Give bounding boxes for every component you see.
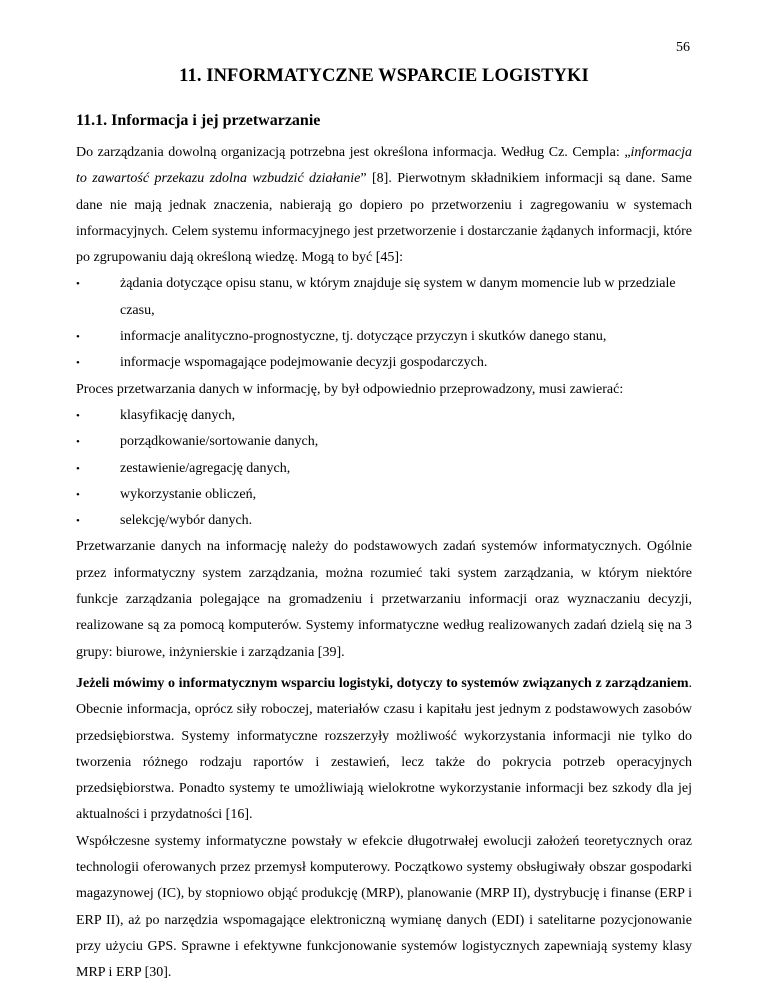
list-item: [76, 429, 692, 455]
list-item: [76, 350, 692, 376]
list-item-text: informacje analityczno-prognostyczne, tj. dotyczące przyczyn i skutków danego stanu,: [120, 329, 607, 345]
logistics-support-bold-text: Jeżeli mówimy o informatycznym wsparciu logistyki, dotyczy to systemów związanych z zarządzaniem: [76, 675, 689, 691]
bullet-icon: •: [76, 436, 80, 449]
logistics-support-text: . Obecnie informacja, oprócz siły roboczej, materiałów czasu i kapitału jest jednym z podstawowych zasobów przedsiębiorstwa. Systemy informatyczne rozszerzyły możliwość wykorzystania informacji nie tylko do tworzenia różnego rodzaju raportów i zestawień, lecz także do pokrycia potrzeb operacyjnych przedsiębiorstwa. Ponadto systemy te umożliwiają wielokrotne wykorzystanie informacji bez szkody dla jej aktualności i przydatności [16].: [76, 675, 692, 823]
list-item-text: klasyfikację danych,: [120, 407, 236, 423]
bullet-icon: •: [76, 488, 80, 501]
bullet-icon: •: [76, 462, 80, 475]
section-title: 11.1. Informacja i jej przetwarzanie: [76, 112, 321, 129]
list-item: [76, 508, 692, 534]
modern-systems-paragraph: Współczesne systemy informatyczne powstały w efekcie długotrwałej ewolucji założeń teoretycznych oraz technologii oferowanych przez przemysł komputerowy. Początkowo systemy obsługiwały obszar gospodarki magazynowej (IC), by stopniowo objąć produkcję (MRP), planowanie (MRP II), dystrybucję i finanse (ERP i ERP II), aż po narzędzia wspomagające elektroniczną wymianę danych (EDI) i satelitarne pozycjonowanie przy użyciu GPS. Sprawne i efektywne funkcjonowanie systemów logistycznych zapewniają systemy klasy MRP i ERP [30].: [76, 833, 692, 981]
list-item: [76, 482, 692, 508]
process-intro-paragraph: Proces przetwarzania danych w informację, by był odpowiednio przeprowadzony, musi zawierać:: [76, 381, 624, 397]
list-item-text: wykorzystanie obliczeń,: [120, 486, 257, 502]
bullet-icon: •: [76, 515, 80, 528]
page-number: 56: [676, 40, 690, 55]
logistics-support-paragraph: [76, 671, 692, 829]
intro-text-before-quote: Do zarządzania dowolną organizacją potrzebna jest określona informacja. Według Cz. Cempla: „: [76, 145, 631, 160]
list-item-text: porządkowanie/sortowanie danych,: [120, 434, 319, 450]
intro-paragraph: [76, 140, 692, 271]
list-item-text: informacje wspomagające podejmowanie decyzji gospodarczych.: [120, 355, 488, 371]
list-item: [76, 324, 692, 350]
list-item: [76, 271, 692, 324]
list-item-text: zestawienie/agregację danych,: [120, 460, 291, 476]
list-item-text: żądania dotyczące opisu stanu, w którym znajduje się system w danym momencie lub w przedziale czasu,: [120, 276, 676, 318]
bullet-icon: •: [76, 331, 80, 344]
intro-text-after-quote: ” [8]. Pierwotnym składnikiem informacji są dane. Same dane nie mają jednak znaczenia, nabierają go dopiero po przetworzeniu i zagregowaniu w systemach informacyjnych. Celem systemu informacyjnego jest przetworzenie i dostarczanie żądanych informacji, które po zgrupowaniu dają określoną wiedzę. Mogą to być [45]:: [76, 171, 692, 266]
bullet-icon: •: [76, 409, 80, 422]
bullet-icon: •: [76, 357, 80, 370]
body-text: [76, 140, 692, 987]
processing-paragraph: Przetwarzanie danych na informację należy do podstawowych zadań systemów informatycznych. Ogólnie przez informatyczny system zarządzania, można rozumieć taki system zarządzania, w którym niektóre funkcje zarządzania polegające na gromadzeniu i przetwarzaniu informacji oraz wyznaczaniu decyzji, realizowane są za pomocą komputerów. Systemy informatyczne według realizowanych zadań dzielą się na 3 grupy: biurowe, inżynierskie i zarządzania [39].: [76, 539, 692, 660]
list-item: [76, 456, 692, 482]
bullet-icon: •: [76, 278, 80, 291]
list-item-text: selekcję/wybór danych.: [120, 513, 253, 529]
chapter-title: 11. INFORMATYCZNE WSPARCIE LOGISTYKI: [179, 66, 589, 86]
information-types-list: [76, 271, 692, 376]
cempel-quote: informacja to zawartość przekazu zdolna wzbudzić działanie: [76, 145, 692, 187]
list-item: [76, 403, 692, 429]
processing-steps-list: [76, 403, 692, 534]
